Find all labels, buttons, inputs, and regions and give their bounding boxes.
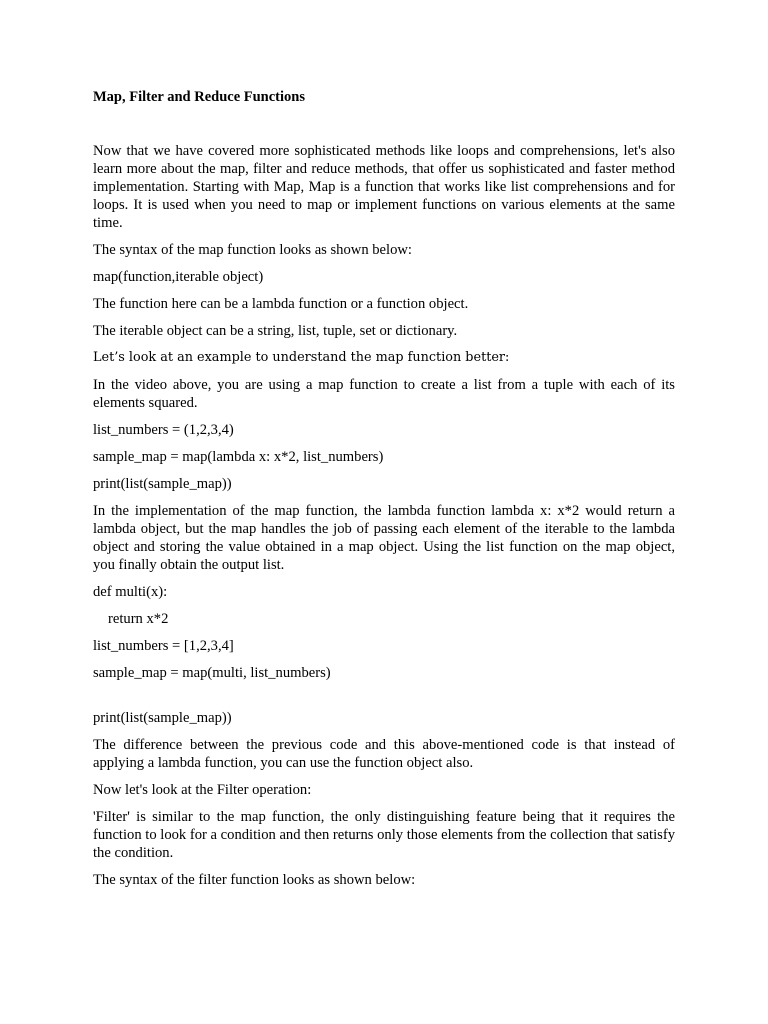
function-description: The function here can be a lambda function or a function object.: [93, 296, 469, 312]
code-line: def multi(x):: [93, 584, 168, 600]
code-line: sample_map = map(lambda x: x*2, list_numbers): [93, 449, 384, 465]
video-explanation: In the video above, you are using a map function to create a list from a tuple with each of its elements squared.: [93, 377, 675, 411]
code-line: print(list(sample_map)): [93, 710, 232, 726]
code-line: print(list(sample_map)): [93, 476, 232, 492]
example-intro: Let’s look at an example to understand the map function better:: [93, 350, 510, 365]
iterable-description: The iterable object can be a string, list, tuple, set or dictionary.: [93, 323, 458, 339]
code-line: list_numbers = (1,2,3,4): [93, 422, 234, 438]
code-line: sample_map = map(multi, list_numbers): [93, 665, 331, 681]
lambda-explanation: In the implementation of the map function, the lambda function lambda x: x*2 would return a lambda object, but the map handles the job of passing each element of the iterable to the lambda object and storing the value obtained in a map object. Using the list function on the map object, you finally obtain the output list.: [93, 503, 675, 573]
code-line: list_numbers = [1,2,3,4]: [93, 638, 234, 654]
map-syntax-code: map(function,iterable object): [93, 269, 264, 285]
code-line-indented: return x*2: [108, 611, 169, 627]
map-syntax-intro: The syntax of the map function looks as shown below:: [93, 242, 412, 258]
document-heading: Map, Filter and Reduce Functions: [93, 89, 305, 105]
document-body: [93, 142, 675, 898]
filter-intro: Now let's look at the Filter operation:: [93, 782, 312, 798]
intro-paragraph: Now that we have covered more sophisticated methods like loops and comprehensions, let's also learn more about the map, filter and reduce methods, that offer us sophisticated and faster method implementation. Starting with Map, Map is a function that works like list comprehensions and for loops. It is used when you need to map or implement functions on various elements at the same time.: [93, 143, 675, 231]
difference-explanation: The difference between the previous code and this above-mentioned code is that instead of applying a lambda function, you can use the function object also.: [93, 737, 675, 771]
filter-syntax-intro: The syntax of the filter function looks as shown below:: [93, 872, 416, 888]
filter-description: 'Filter' is similar to the map function, the only distinguishing feature being that it requires the function to look for a condition and then returns only those elements from the collection that satisfy the condition.: [93, 809, 675, 861]
